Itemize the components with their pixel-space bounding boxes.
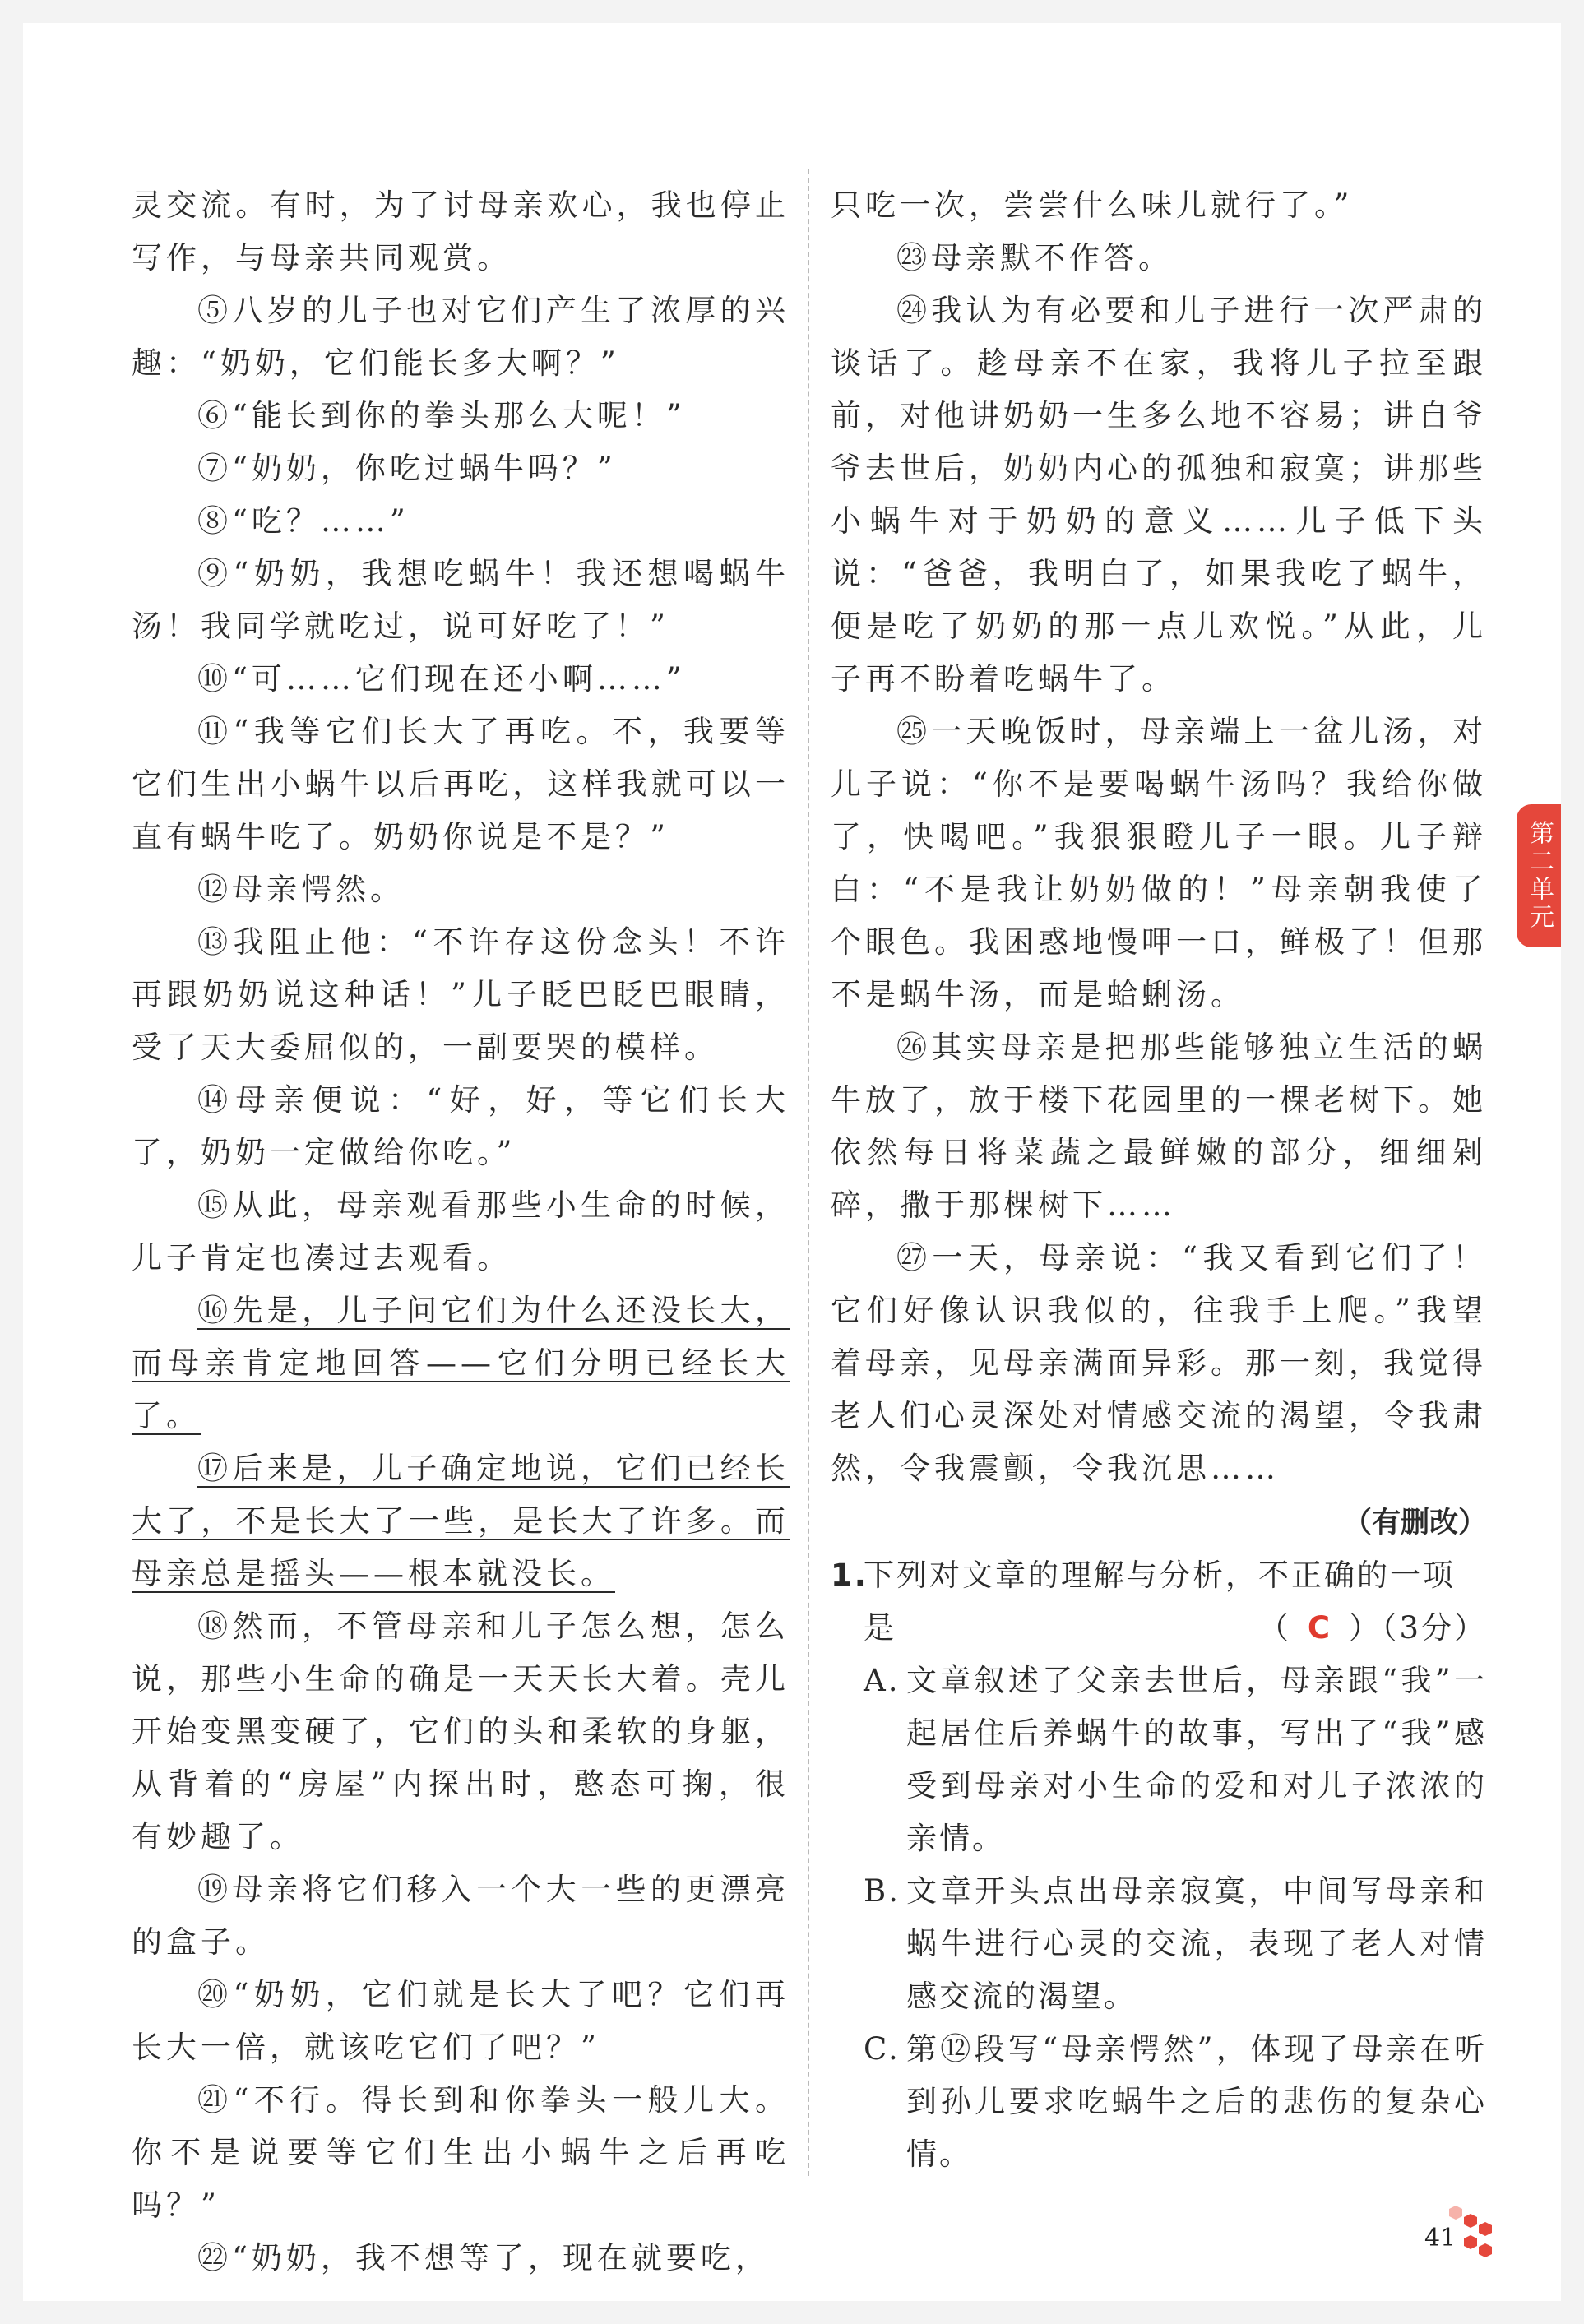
question-stem-end: 是 bbox=[864, 1610, 896, 1646]
paragraph-5: ⑤八岁的儿子也对它们产生了浓厚的兴趣：“奶奶，它们能长多大啊？” bbox=[132, 293, 790, 381]
answer-mark: C bbox=[1307, 1610, 1333, 1646]
option-label: A. bbox=[864, 1663, 901, 1698]
answer-slot bbox=[1258, 1602, 1487, 1655]
paragraph-16-underlined: ⑯先是，儿子问它们为什么还没长大，而母亲肯定地回答——它们分明已经长大了。 bbox=[132, 1293, 790, 1433]
paragraph-21: ㉑“不行。得长到和你拳头一般儿大。你不是说要等它们生出小蜗牛之后再吃吗？” bbox=[132, 2082, 790, 2223]
page-number: 41 bbox=[1424, 2224, 1457, 2252]
score-label: （3分） bbox=[1381, 1610, 1487, 1646]
paragraph-4-end: 灵交流。有时，为了讨母亲欢心，我也停止写作，与母亲共同观赏。 bbox=[132, 187, 790, 275]
question-1 bbox=[831, 1549, 1487, 1655]
paragraph-6: ⑥“能长到你的拳头那么大呢！” bbox=[197, 398, 686, 433]
paragraph-19: ⑲母亲将它们移入一个大一些的更漂亮的盒子。 bbox=[132, 1872, 790, 1960]
paragraph-22: ㉒“奶奶，我不想等了，现在就要吃， bbox=[197, 2240, 770, 2275]
right-column bbox=[831, 179, 1487, 2181]
option-text: 文章叙述了父亲去世后，母亲跟“我”一起居住后养蜗牛的故事，写出了“我”感受到母亲对小生命的爱和对儿子浓浓的亲情。 bbox=[906, 1663, 1487, 1856]
option-text: 第⑫段写“母亲愕然”，体现了母亲在听到孙儿要求吃蜗牛之后的悲伤的复杂心情。 bbox=[906, 2031, 1487, 2172]
paragraph-27: ㉗一天，母亲说：“我又看到它们了！它们好像认识我似的，往我手上爬。”我望着母亲，见母亲满面异彩。那一刻，我觉得老人们心灵深处对情感交流的渴望，令我肃然，令我震颤，令我沉思…… bbox=[831, 1240, 1487, 1486]
option-a bbox=[831, 1655, 1487, 1865]
paragraph-17-underlined: ⑰后来是，儿子确定地说，它们已经长大了，不是长大了一些，是长大了许多。而母亲总是摇头——根本就没长。 bbox=[132, 1451, 790, 1591]
paragraph-12: ⑫母亲愕然。 bbox=[197, 872, 405, 907]
paragraph-11: ⑪“我等它们长大了再吃。不，我要等它们生出小蜗牛以后再吃，这样我就可以一直有蜗牛吃了。奶奶你说是不是？” bbox=[132, 714, 790, 854]
question-number: 1. bbox=[831, 1558, 868, 1593]
option-label: C. bbox=[864, 2031, 901, 2067]
paragraph-8: ⑧“吃？……” bbox=[197, 503, 410, 539]
paragraph-24: ㉔我认为有必要和儿子进行一次严肃的谈话了。趁母亲不在家，我将儿子拉至跟前，对他讲奶奶一生多么地不容易；讲自爷爷去世后，奶奶内心的孤独和寂寞；讲那些小蜗牛对于奶奶的意义……儿子低下头说：“爸爸，我明白了，如果我吃了蜗牛，便是吃了奶奶的那一点儿欢悦。”从此，儿子再不盼着吃蜗牛了。 bbox=[831, 293, 1487, 697]
paragraph-7: ⑦“奶奶，你吃过蜗牛吗？” bbox=[197, 451, 617, 486]
textbook-page bbox=[23, 23, 1561, 2301]
option-b bbox=[831, 1865, 1487, 2023]
paragraph-9: ⑨“奶奶，我想吃蜗牛！我还想喝蜗牛汤！我同学就吃过，说可好吃了！” bbox=[132, 556, 790, 644]
option-text: 文章开头点出母亲寂寞，中间写母亲和蜗牛进行心灵的交流，表现了老人对情感交流的渴望。 bbox=[906, 1873, 1487, 2014]
left-column bbox=[132, 179, 790, 2285]
paragraph-26: ㉖其实母亲是把那些能够独立生活的蜗牛放了，放于楼下花园里的一棵老树下。她依然每日将菜蔬之最鲜嫩的部分，细细剁碎，撒于那棵树下…… bbox=[831, 1030, 1487, 1223]
paragraph-10: ⑩“可……它们现在还小啊……” bbox=[197, 661, 686, 697]
paragraph-15: ⑮从此，母亲观看那些小生命的时候，儿子肯定也凑过去观看。 bbox=[132, 1187, 790, 1275]
paragraph-23: ㉓母亲默不作答。 bbox=[896, 240, 1173, 275]
question-stem: 下列对文章的理解与分析，不正确的一项 bbox=[864, 1558, 1456, 1593]
source-note: （有删改） bbox=[1342, 1507, 1487, 1539]
option-c bbox=[831, 2023, 1487, 2181]
paragraph-20: ⑳“奶奶，它们就是长大了吧？它们再长大一倍，就该吃它们了吧？” bbox=[132, 1977, 790, 2065]
unit-side-tab[interactable]: 第二单元 bbox=[1517, 804, 1561, 947]
paragraph-22-cont: 只吃一次，尝尝什么味儿就行了。” bbox=[831, 187, 1354, 223]
answer-paren-close: ） bbox=[1348, 1610, 1382, 1646]
column-divider bbox=[808, 169, 809, 2176]
paragraph-25: ㉕一天晚饭时，母亲端上一盆儿汤，对儿子说：“你不是要喝蜗牛汤吗？我给你做了，快喝吧。”我狠狠瞪儿子一眼。儿子辩白：“不是我让奶奶做的！”母亲朝我使了个眼色。我困惑地慢呷一口，鲜极了！但那不是蜗牛汤，而是蛤蜊汤。 bbox=[831, 714, 1487, 1012]
option-label: B. bbox=[864, 1873, 901, 1909]
question-stem-end-row bbox=[864, 1602, 1487, 1655]
paragraph-18: ⑱然而，不管母亲和儿子怎么想，怎么说，那些小生命的确是一天天长大着。壳儿开始变黑变硬了，它们的头和柔软的身躯，从背着的“房屋”内探出时，憨态可掬，很有妙趣了。 bbox=[132, 1609, 790, 1854]
answer-paren-open: （ bbox=[1257, 1610, 1291, 1646]
paragraph-14: ⑭母亲便说：“好，好，等它们长大了，奶奶一定做给你吃。” bbox=[132, 1082, 790, 1170]
paragraph-13: ⑬我阻止他：“不许存这份念头！不许再跟奶奶说这种话！”儿子眨巴眨巴眼睛，受了天大委屈似的，一副要哭的模样。 bbox=[132, 924, 790, 1065]
